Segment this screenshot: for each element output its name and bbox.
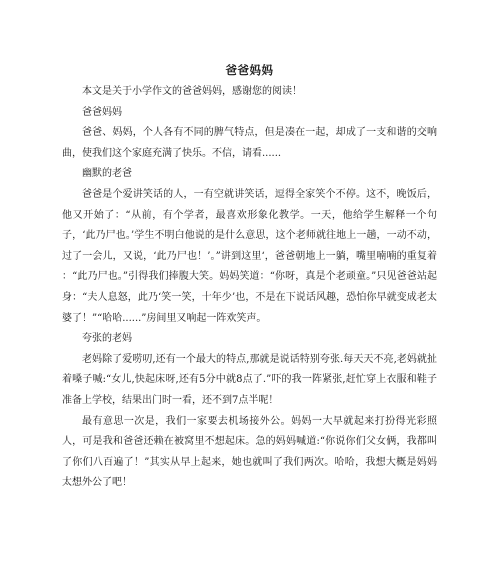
section-heading-title: 爸爸妈妈 xyxy=(82,106,122,118)
intro-paragraph: 本文是关于小学作文的爸爸妈妈，感谢您的阅读！ xyxy=(82,86,302,97)
humorous-dad-paragraph: 爸爸是个爱讲笑话的人，一有空就讲笑话，逗得全家笑个不停。这不，晚饭后，他又开始了：“从前，有个学者，最喜欢形象化教学。一天，他给学生解释一个句子，‘此乃尸也。’学生不明白他说的是什么意思，这个老师就往地上一趟，一动不动，过了一会儿，又说，‘此乃尸也！’。”讲到这里‘，爸爸朝地上一躺，嘴里喃喃的重复着 ：“此乃尸也。”引得我们捧腹大笑。妈妈笑道：“你呀，真是个老顽童。”只见爸爸站起身：“夫人息怒，此乃‘笑一笑，十年少’也，不是在下说话风趣，恐怕你早就变成老太婆了！”“哈哈......”房间里又响起一阵欢笑声。 xyxy=(62,188,437,324)
opening-paragraph: 爸爸、妈妈，个人各有不同的脾气特点，但是凑在一起，却成了一支和谐的交响曲，使我们这个家庭充满了快乐。不信，请看...... xyxy=(62,127,437,159)
exaggerating-mom-paragraph: 老妈除了爱唠叨,还有一个最大的特点,那就是说话特别夸张.每天天不亮,老妈就扯着嗓子喊:“女儿,快起床呀,还有5分中就8点了.”吓的我一阵紧张,赶忙穿上衣服和鞋子准备上学校，结果出门时一看，还不到7点半呢！ xyxy=(62,353,437,406)
document-title: 爸爸妈妈 xyxy=(225,63,274,77)
section-heading-humorous-dad: 幽默的老爸 xyxy=(82,168,132,180)
section-heading-exaggerating-mom: 夸张的老妈 xyxy=(82,333,132,345)
airport-story-paragraph: 最有意思一次是，我们一家要去机场接外公。妈妈一大早就起来打扮得光彩照人，可是我和爸爸还赖在被窝里不想起床。急的妈妈喊道:“你说你们父女俩，我都叫了你们八百遍了！”其实从早上起来，她也就叫了我们两次。哈哈，我想大概是妈妈太想外公了吧！ xyxy=(62,415,437,489)
document-page xyxy=(62,62,437,494)
